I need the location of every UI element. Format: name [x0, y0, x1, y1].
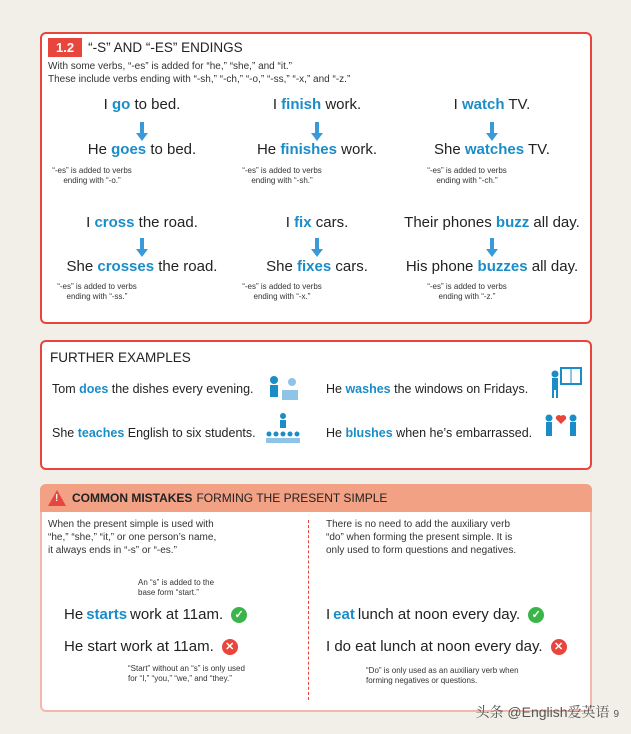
arrow-down-icon: [487, 122, 497, 142]
example-note: “-es” is added to verbs ending with “-x.”: [242, 282, 322, 301]
right-correct-example: I eat lunch at noon every day. ✓: [326, 606, 544, 623]
correct-check-icon: ✓: [231, 607, 247, 623]
arrow-down-icon: [312, 122, 322, 142]
example-note: “-es” is added to verbs ending with “-o.”: [52, 166, 132, 185]
further-example: Tom does the dishes every evening.: [52, 382, 254, 396]
arrow-down-icon: [312, 238, 322, 258]
further-examples-title: FURTHER EXAMPLES: [50, 350, 191, 365]
section-intro: With some verbs, “-es” is added for “he,” “she,” and “it.” These include verbs ending with “-sh,” “-ch,” “-o,” “-ss,” “-x,” and “-z.”: [48, 61, 351, 85]
washing-dishes-icon: [264, 372, 302, 404]
window-washing-icon: [547, 366, 585, 398]
example-third-person: She fixes cars.: [266, 258, 368, 275]
further-example: He washes the windows on Fridays.: [326, 382, 529, 396]
right-wrong-example: I do eat lunch at noon every day. ✕: [326, 638, 567, 655]
correct-check-icon: ✓: [528, 607, 544, 623]
example-third-person: He finishes work.: [256, 141, 378, 158]
further-example: He blushes when he’s embarrassed.: [326, 426, 533, 440]
left-note-bottom: “Start” without an “s” is only used for “I,” “you,” “we,” and “they.”: [128, 664, 245, 683]
example-base: I go to bed.: [103, 96, 181, 113]
further-examples-panel: [40, 340, 592, 470]
left-note-top: An “s” is added to the base form “start.”: [138, 578, 215, 597]
left-correct-example: He starts work at 11am. ✓: [64, 606, 247, 623]
example-base: I fix cars.: [285, 214, 349, 231]
section-number: 1.2: [48, 38, 82, 57]
common-mistakes-panel: [40, 484, 592, 712]
example-third-person: She crosses the road.: [66, 258, 218, 275]
example-third-person: His phone buzzes all day.: [405, 258, 579, 275]
arrow-down-icon: [137, 238, 147, 258]
section-title: “-S” AND “-ES” ENDINGS: [88, 40, 243, 55]
arrow-down-icon: [487, 238, 497, 258]
example-third-person: He goes to bed.: [87, 141, 197, 158]
example-note: “-es” is added to verbs ending with “-z.”: [427, 282, 507, 301]
example-base: I finish work.: [272, 96, 362, 113]
endings-panel: [40, 32, 592, 324]
couple-heart-icon: [542, 410, 580, 442]
left-wrong-example: He start work at 11am. ✕: [64, 638, 238, 655]
warning-icon: !: [48, 490, 66, 506]
wrong-cross-icon: ✕: [551, 639, 567, 655]
watermark: 头条 @English爱英语 9: [475, 704, 619, 720]
further-example: She teaches English to six students.: [52, 426, 256, 440]
section-header: [48, 38, 243, 57]
example-base: I cross the road.: [86, 214, 198, 231]
mistakes-left-explanation: When the present simple is used with “he,” “she,” “it,” or one person’s name, it always ends in “-s” or “-es.”: [48, 519, 217, 556]
common-mistakes-header: ! COMMON MISTAKES FORMING THE PRESENT SIMPLE: [40, 484, 592, 512]
example-note: “-es” is added to verbs ending with “-ch.”: [427, 166, 507, 185]
teacher-students-icon: [264, 412, 302, 444]
example-base: I watch TV.: [453, 96, 531, 113]
right-note: “Do” is only used as an auxiliary verb when forming negatives or questions.: [366, 666, 519, 685]
example-note: “-es” is added to verbs ending with “-sh.”: [242, 166, 322, 185]
example-base: Their phones buzz all day.: [404, 214, 580, 231]
wrong-cross-icon: ✕: [222, 639, 238, 655]
arrow-down-icon: [137, 122, 147, 142]
example-third-person: She watches TV.: [434, 141, 550, 158]
mistakes-right-explanation: There is no need to add the auxiliary verb “do” when forming the present simple. It is only used to form questions and negatives.: [326, 519, 517, 556]
example-note: “-es” is added to verbs ending with “-ss.”: [57, 282, 137, 301]
column-divider: [308, 520, 309, 700]
